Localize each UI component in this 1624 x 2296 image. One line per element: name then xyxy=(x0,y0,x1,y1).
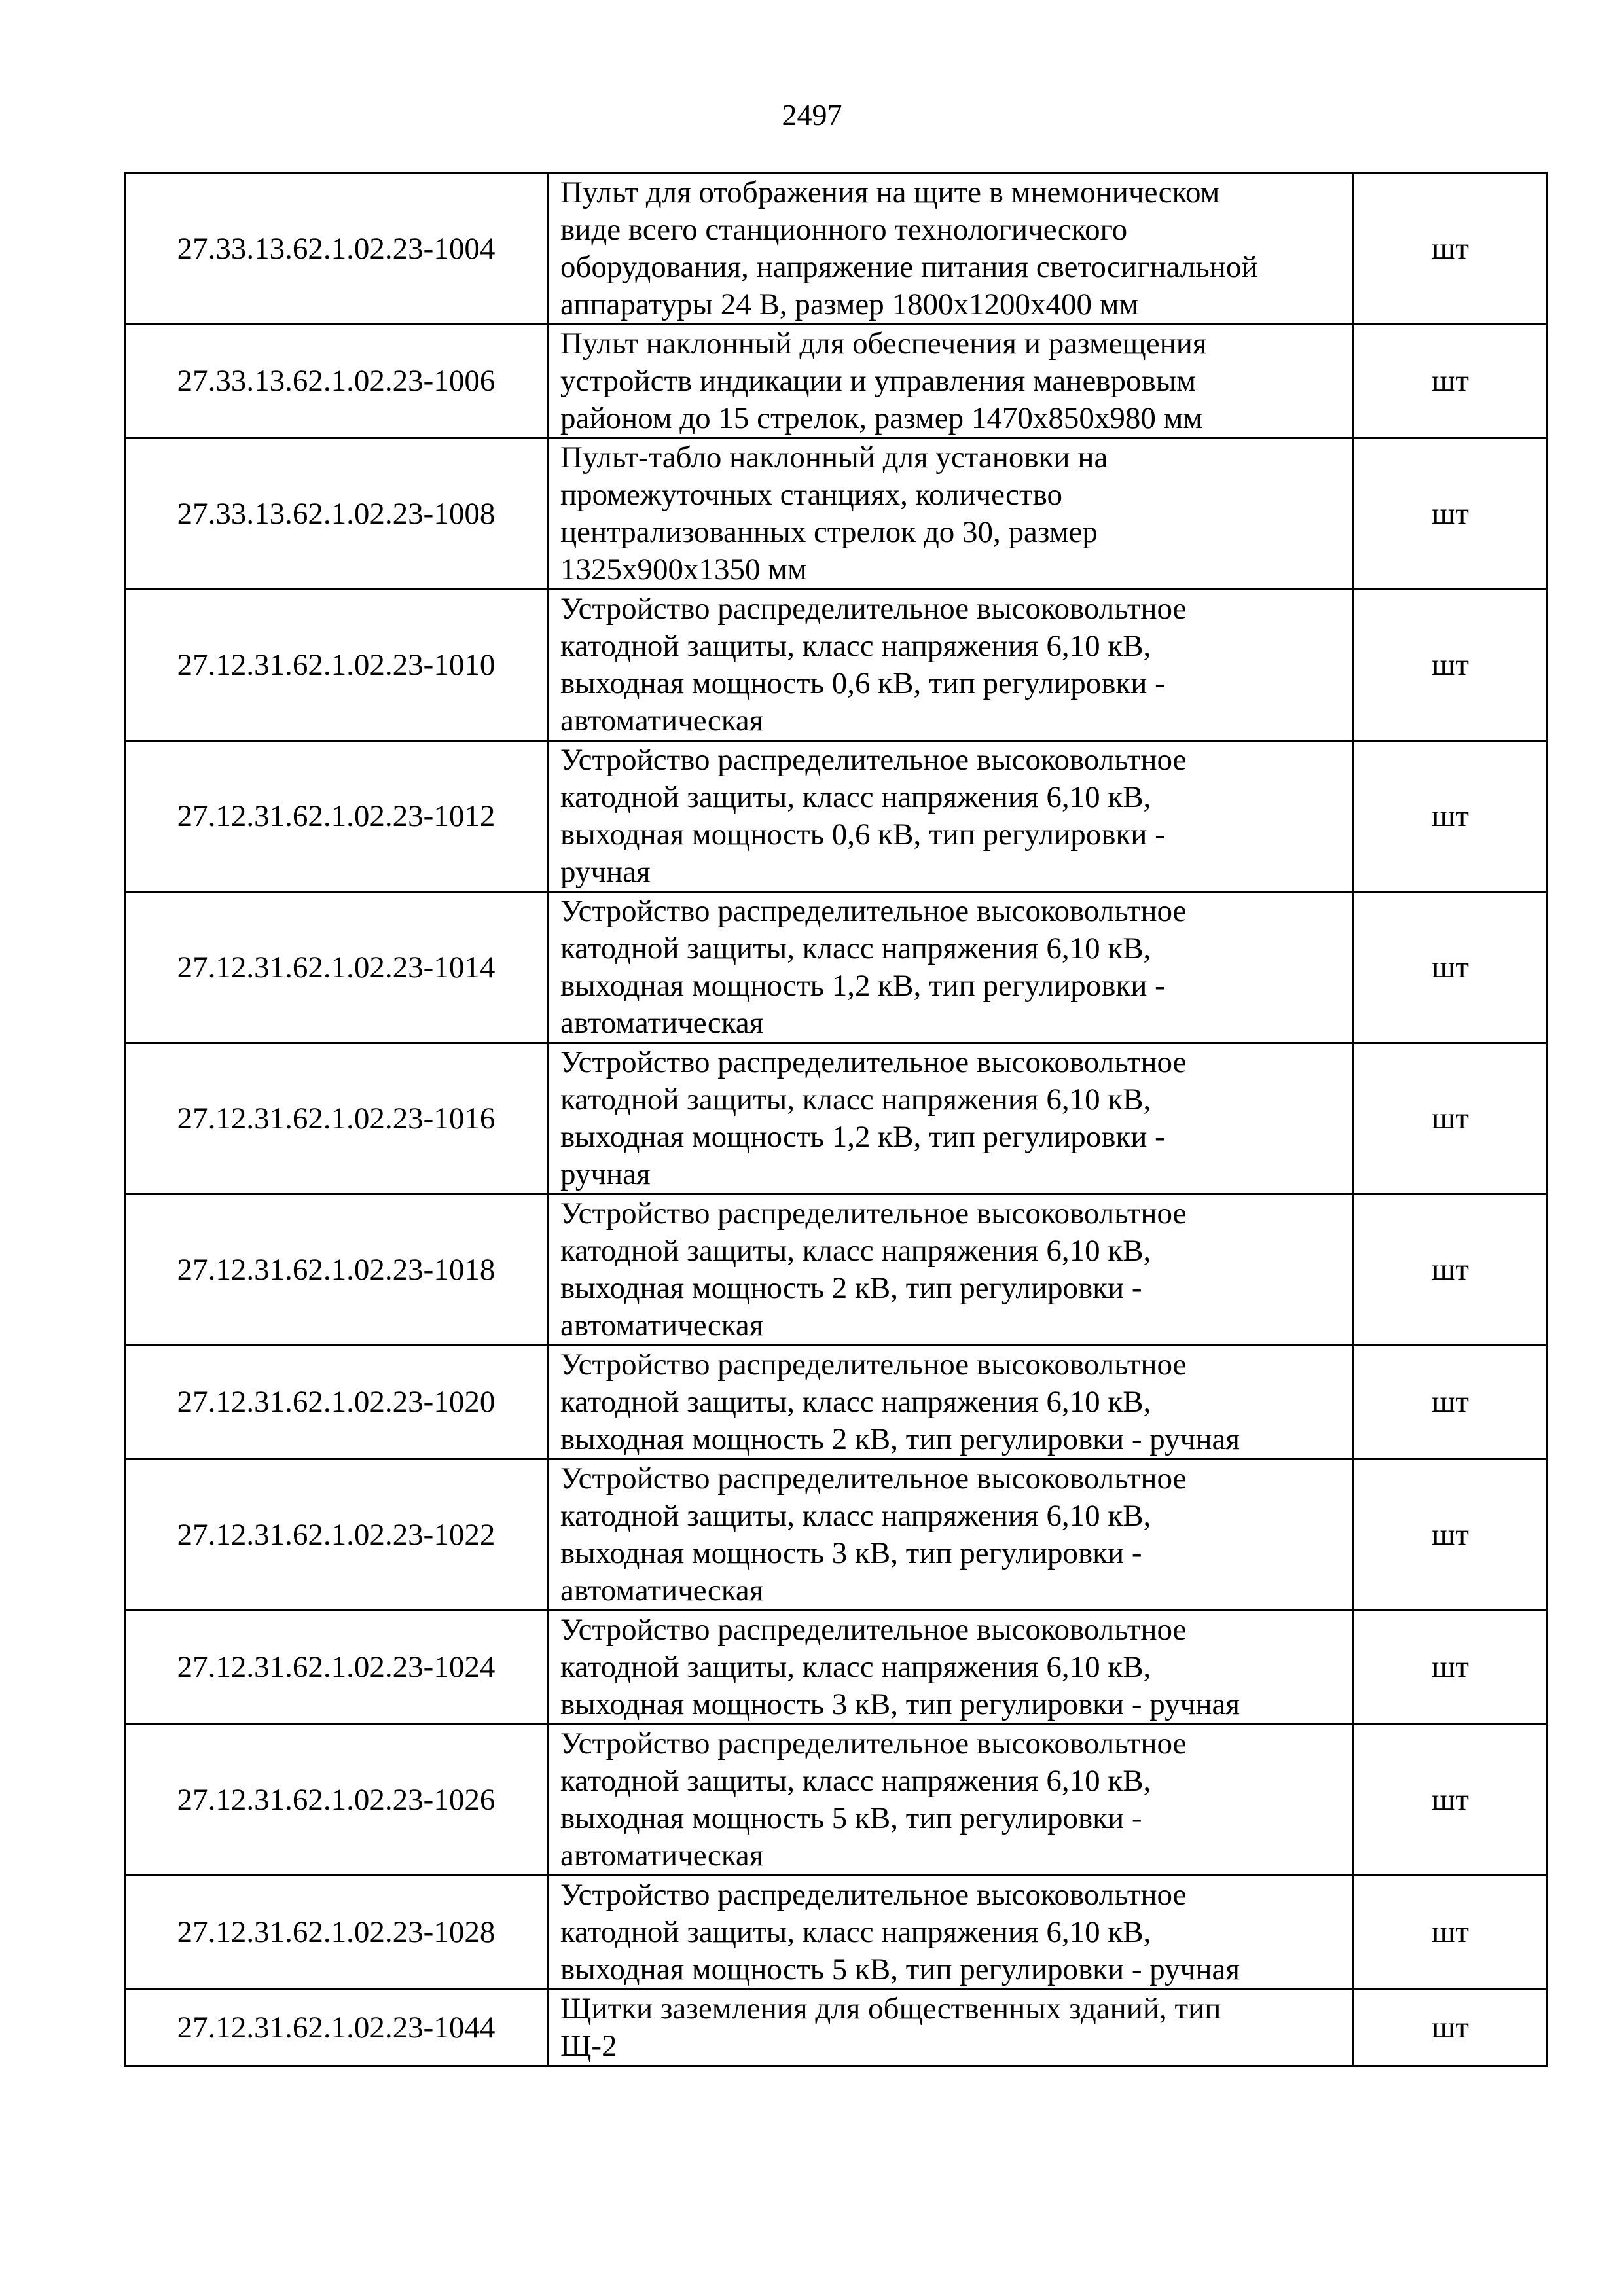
item-description-line: выходная мощность 2 кВ, тип регулировки - ручная xyxy=(560,1422,1240,1456)
item-description-line: Пульт-табло наклонный для установки на xyxy=(560,440,1108,475)
item-description-line: катодной защиты, класс напряжения 6,10 кВ, xyxy=(560,1650,1151,1684)
item-description-line: Устройство распределительное высоковольтное xyxy=(560,1348,1187,1382)
item-description-cell xyxy=(548,439,1354,590)
item-description-line: автоматическая xyxy=(560,1308,764,1342)
table-row xyxy=(125,1346,1547,1460)
item-description-line: Устройство распределительное высоковольтное xyxy=(560,1727,1187,1761)
item-code-cell: 27.33.13.62.1.02.23-1004 xyxy=(125,173,548,325)
item-description-line: аппаратуры 24 В, размер 1800х1200х400 мм xyxy=(560,287,1139,321)
item-description-cell xyxy=(548,1725,1354,1876)
item-description-line: катодной защиты, класс напряжения 6,10 кВ, xyxy=(560,1234,1151,1268)
item-description-cell xyxy=(548,892,1354,1043)
item-description-line: выходная мощность 5 кВ, тип регулировки - ручная xyxy=(560,1952,1240,1986)
table-row xyxy=(125,1725,1547,1876)
item-unit-cell: шт xyxy=(1354,1876,1547,1990)
items-table-body xyxy=(125,173,1547,2066)
item-code-cell: 27.12.31.62.1.02.23-1044 xyxy=(125,1990,548,2066)
item-description-line: Устройство распределительное высоковольтное xyxy=(560,1462,1187,1496)
item-description-line: Пульт наклонный для обеспечения и размещения xyxy=(560,327,1207,361)
item-description-line: катодной защиты, класс напряжения 6,10 кВ, xyxy=(560,780,1151,814)
item-description-line: катодной защиты, класс напряжения 6,10 кВ, xyxy=(560,1083,1151,1117)
item-description-cell xyxy=(548,173,1354,325)
item-description-line: выходная мощность 1,2 кВ, тип регулировки - xyxy=(560,969,1165,1003)
item-code-cell: 27.33.13.62.1.02.23-1006 xyxy=(125,325,548,439)
item-unit-cell: шт xyxy=(1354,1460,1547,1611)
item-code-cell: 27.12.31.62.1.02.23-1012 xyxy=(125,741,548,892)
item-description-line: Устройство распределительное высоковольтное xyxy=(560,592,1187,626)
item-code-cell: 27.12.31.62.1.02.23-1026 xyxy=(125,1725,548,1876)
item-description-line: Щитки заземления для общественных зданий, тип xyxy=(560,1992,1221,2026)
item-description-line: выходная мощность 5 кВ, тип регулировки - xyxy=(560,1801,1142,1835)
item-code-cell: 27.12.31.62.1.02.23-1018 xyxy=(125,1194,548,1346)
item-unit-cell: шт xyxy=(1354,590,1547,741)
item-description-line: выходная мощность 0,6 кВ, тип регулировки - xyxy=(560,666,1165,700)
item-description-line: автоматическая xyxy=(560,1006,764,1040)
item-unit-cell: шт xyxy=(1354,1990,1547,2066)
item-description-cell xyxy=(548,1990,1354,2066)
item-description-line: устройств индикации и управления маневровым xyxy=(560,364,1197,398)
item-description-line: катодной защиты, класс напряжения 6,10 кВ, xyxy=(560,629,1151,663)
item-code-cell: 27.12.31.62.1.02.23-1010 xyxy=(125,590,548,741)
item-description-line: ручная xyxy=(560,855,651,889)
item-description-line: Устройство распределительное высоковольтное xyxy=(560,743,1187,777)
item-code-cell: 27.12.31.62.1.02.23-1014 xyxy=(125,892,548,1043)
item-unit-cell: шт xyxy=(1354,1194,1547,1346)
item-description-line: оборудования, напряжение питания светосигнальной xyxy=(560,250,1258,284)
item-code-cell: 27.12.31.62.1.02.23-1022 xyxy=(125,1460,548,1611)
item-description-line: Устройство распределительное высоковольтное xyxy=(560,1196,1187,1230)
item-description-line: автоматическая xyxy=(560,1839,764,1873)
item-description-line: 1325х900х1350 мм xyxy=(560,552,807,586)
table-row xyxy=(125,1043,1547,1194)
item-description-line: Устройство распределительное высоковольтное xyxy=(560,1613,1187,1647)
item-description-line: катодной защиты, класс напряжения 6,10 кВ, xyxy=(560,1385,1151,1419)
item-description-line: Щ-2 xyxy=(560,2029,617,2063)
item-description-cell xyxy=(548,1460,1354,1611)
item-description-line: районом до 15 стрелок, размер 1470х850х980 мм xyxy=(560,401,1203,435)
table-row xyxy=(125,892,1547,1043)
item-description-line: Устройство распределительное высоковольтное xyxy=(560,1878,1187,1912)
item-unit-cell: шт xyxy=(1354,1725,1547,1876)
item-unit-cell: шт xyxy=(1354,741,1547,892)
item-code-cell: 27.12.31.62.1.02.23-1028 xyxy=(125,1876,548,1990)
item-unit-cell: шт xyxy=(1354,325,1547,439)
item-unit-cell: шт xyxy=(1354,892,1547,1043)
item-description-cell xyxy=(548,1611,1354,1725)
item-unit-cell: шт xyxy=(1354,439,1547,590)
table-row xyxy=(125,1194,1547,1346)
table-row xyxy=(125,173,1547,325)
item-description-line: выходная мощность 3 кВ, тип регулировки - ручная xyxy=(560,1687,1240,1721)
item-description-line: виде всего станционного технологического xyxy=(560,213,1128,247)
table-row xyxy=(125,1990,1547,2066)
item-description-line: промежуточных станциях, количество xyxy=(560,478,1062,512)
item-description-line: автоматическая xyxy=(560,1573,764,1607)
item-description-line: Устройство распределительное высоковольтное xyxy=(560,1045,1187,1079)
item-description-cell xyxy=(548,741,1354,892)
item-unit-cell: шт xyxy=(1354,1346,1547,1460)
item-description-line: Устройство распределительное высоковольтное xyxy=(560,894,1187,928)
item-description-line: автоматическая xyxy=(560,704,764,738)
item-code-cell: 27.12.31.62.1.02.23-1024 xyxy=(125,1611,548,1725)
item-description-line: выходная мощность 3 кВ, тип регулировки - xyxy=(560,1536,1142,1570)
item-description-line: централизованных стрелок до 30, размер xyxy=(560,515,1098,549)
page-number: 2497 xyxy=(782,98,842,132)
table-row xyxy=(125,325,1547,439)
item-description-line: выходная мощность 1,2 кВ, тип регулировки - xyxy=(560,1120,1165,1154)
item-description-cell xyxy=(548,590,1354,741)
item-description-line: Пульт для отображения на щите в мнемоническом xyxy=(560,175,1220,209)
table-row xyxy=(125,1460,1547,1611)
item-description-line: выходная мощность 0,6 кВ, тип регулировки - xyxy=(560,817,1165,852)
table-row xyxy=(125,1876,1547,1990)
table-row xyxy=(125,1611,1547,1725)
item-description-cell xyxy=(548,1194,1354,1346)
table-row xyxy=(125,439,1547,590)
item-unit-cell: шт xyxy=(1354,173,1547,325)
item-description-cell xyxy=(548,1043,1354,1194)
item-code-cell: 27.12.31.62.1.02.23-1020 xyxy=(125,1346,548,1460)
item-unit-cell: шт xyxy=(1354,1043,1547,1194)
item-description-cell xyxy=(548,1346,1354,1460)
item-description-line: катодной защиты, класс напряжения 6,10 кВ, xyxy=(560,1764,1151,1798)
item-description-line: катодной защиты, класс напряжения 6,10 кВ, xyxy=(560,1915,1151,1949)
item-unit-cell: шт xyxy=(1354,1611,1547,1725)
item-description-cell xyxy=(548,1876,1354,1990)
item-description-line: ручная xyxy=(560,1157,651,1191)
item-description-cell xyxy=(548,325,1354,439)
item-code-cell: 27.33.13.62.1.02.23-1008 xyxy=(125,439,548,590)
item-description-line: выходная мощность 2 кВ, тип регулировки - xyxy=(560,1271,1142,1305)
item-description-line: катодной защиты, класс напряжения 6,10 кВ, xyxy=(560,931,1151,965)
item-code-cell: 27.12.31.62.1.02.23-1016 xyxy=(125,1043,548,1194)
items-table xyxy=(124,172,1548,2067)
table-row xyxy=(125,741,1547,892)
table-row xyxy=(125,590,1547,741)
item-description-line: катодной защиты, класс напряжения 6,10 кВ, xyxy=(560,1499,1151,1533)
